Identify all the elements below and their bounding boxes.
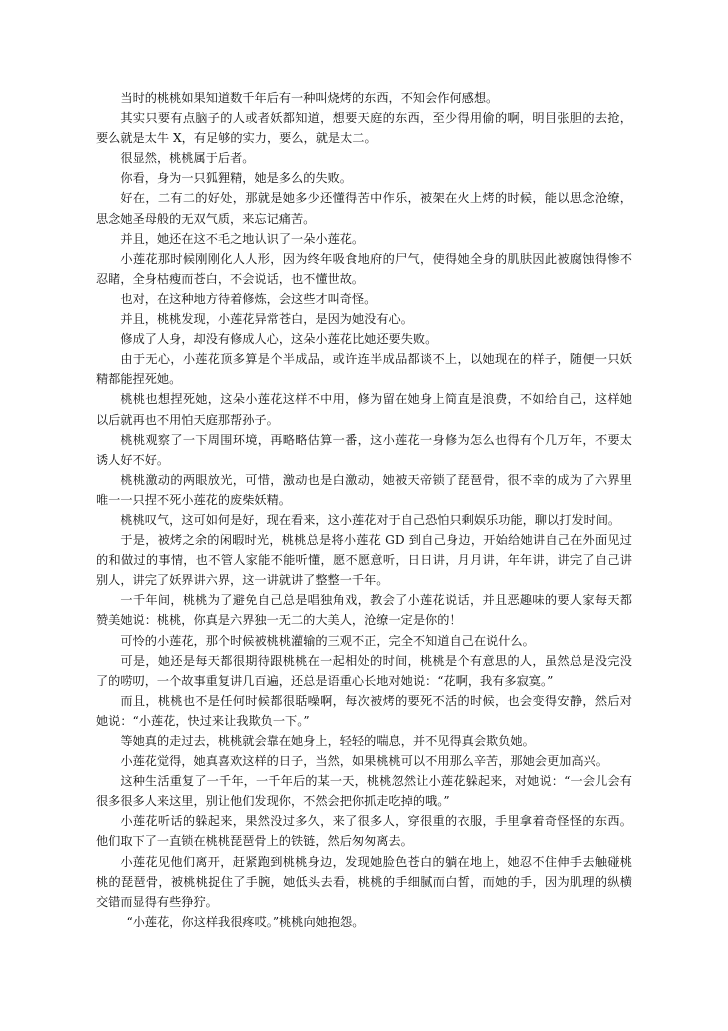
paragraph: 你看，身为一只狐狸精，她是多么的失败。 — [120, 171, 352, 186]
paragraph: 也对，在这种地方待着修炼，会这些才叫奇怪。 — [120, 291, 377, 306]
paragraph: 由于无心，小莲花顶多算是个半成品，或许连半成品都谈不上，以她现在的样子，随便一只妖精都能捏死她。 — [96, 352, 632, 387]
paragraph: 桃桃叹气，这可如何是好，现在看来，这小莲花对于自己恐怕只剩娱乐功能，聊以打发时间。 — [120, 512, 621, 527]
paragraph: 修成了人身，却没有修成人心，这朵小莲花比她还要失败。 — [120, 332, 438, 347]
paragraph: 小莲花那时候刚刚化人人形，因为终年吸食地府的尸气，使得她全身的肌肤因此被腐蚀得惨不忍睹，全身枯瘦而苍白，不会说话，也不懂世故。 — [96, 251, 632, 286]
paragraph: 可怜的小莲花，那个时候被桃桃灌输的三观不正，完全不知道自己在说什么。 — [120, 633, 535, 648]
paragraph: “小莲花，你这样我很疼哎。”桃桃向她抱怨。 — [126, 914, 365, 929]
paragraph: 并且，她还在这不毛之地认识了一朵小莲花。 — [120, 231, 365, 246]
paragraph: 并且，桃桃发现，小莲花异常苍白，是因为她没有心。 — [120, 312, 413, 327]
paragraph: 一千年间，桃桃为了避免自己总是唱独角戏，教会了小莲花说话，并且恶趣味的要人家每天都赞美她说：桃桃，你真是六界独一无二的大美人，沧缭一定是你的！ — [96, 593, 632, 628]
paragraph: 小莲花见他们离开，赶紧跑到桃桃身边，发现她脸色苍白的躺在地上，她忍不住伸手去触碰桃桃的琵琶骨，被桃桃捉住了手腕，她低头去看，桃桃的手细腻而白皙，而她的手，因为肌理的纵横交错而显得有些狰狞。 — [96, 854, 632, 909]
paragraph: 小莲花觉得，她真喜欢这样的日子，当然，如果桃桃可以不用那么辛苦，那她会更加高兴。 — [120, 754, 608, 769]
paragraph: 很显然，桃桃属于后者。 — [120, 151, 255, 166]
document-page — [96, 88, 632, 932]
paragraph: 好在，二有二的好处，那就是她多少还懂得苦中作乐，被架在火上烤的时候，能以思念沧缭，思念她圣母般的无双气质，来忘记痛苦。 — [96, 191, 632, 226]
paragraph: 于是，被烤之余的闲暇时光，桃桃总是将小莲花 GD 到自己身边，开始给她讲自己在外面见过的和做过的事情，也不管人家能不能听懂，愿不愿意听，日日讲，月月讲，年年讲，讲完了自己讲别人，讲完了妖界讲六界，这一讲就讲了整整一千年。 — [96, 533, 632, 588]
paragraph: 可是，她还是每天都很期待跟桃桃在一起相处的时间，桃桃是个有意思的人，虽然总是没完没了的唠叨，一个故事重复讲几百遍，还总是语重心长地对她说：“花啊，我有多寂寞。” — [96, 653, 632, 688]
paragraph: 等她真的走过去，桃桃就会靠在她身上，轻轻的喘息，并不见得真会欺负她。 — [120, 734, 535, 748]
paragraph: 桃桃也想捏死她，这朵小莲花这样不中用，修为留在她身上简直是浪费，不如给自己，这样她以后就再也不用怕天庭那帮孙子。 — [96, 392, 632, 427]
paragraph: 这种生活重复了一千年，一千年后的某一天，桃桃忽然让小莲花躲起来，对她说：“一会儿会有很多很多人来这里，别让他们发现你，不然会把你抓走吃掉的哦。” — [96, 774, 632, 809]
paragraph: 桃桃观察了一下周围环境，再略略估算一番，这小莲花一身修为怎么也得有个几万年，不要太诱人好不好。 — [96, 432, 632, 467]
paragraph: 而且，桃桃也不是任何时候都很聒噪啊，每次被烤的要死不活的时候，也会变得安静，然后对她说：“小莲花，快过来让我欺负一下。” — [96, 693, 632, 728]
paragraph: 小莲花听话的躲起来，果然没过多久，来了很多人，穿很重的衣服，手里拿着奇怪怪的东西。他们取下了一直锁在桃桃琵琶骨上的铁链，然后匆匆离去。 — [96, 814, 632, 849]
paragraph: 其实只要有点脑子的人或者妖都知道，想要天庭的东西，至少得用偷的啊，明目张胆的去抢，要么就是太牛 X，有足够的实力，要么，就是太二。 — [96, 111, 632, 146]
paragraph: 桃桃激动的两眼放光，可惜，激动也是白激动，她被天帝锁了琵琶骨，很不幸的成为了六界里唯一一只捏不死小莲花的废柴妖精。 — [96, 472, 632, 507]
paragraph: 当时的桃桃如果知道数千年后有一种叫烧烤的东西，不知会作何感想。 — [120, 91, 499, 105]
